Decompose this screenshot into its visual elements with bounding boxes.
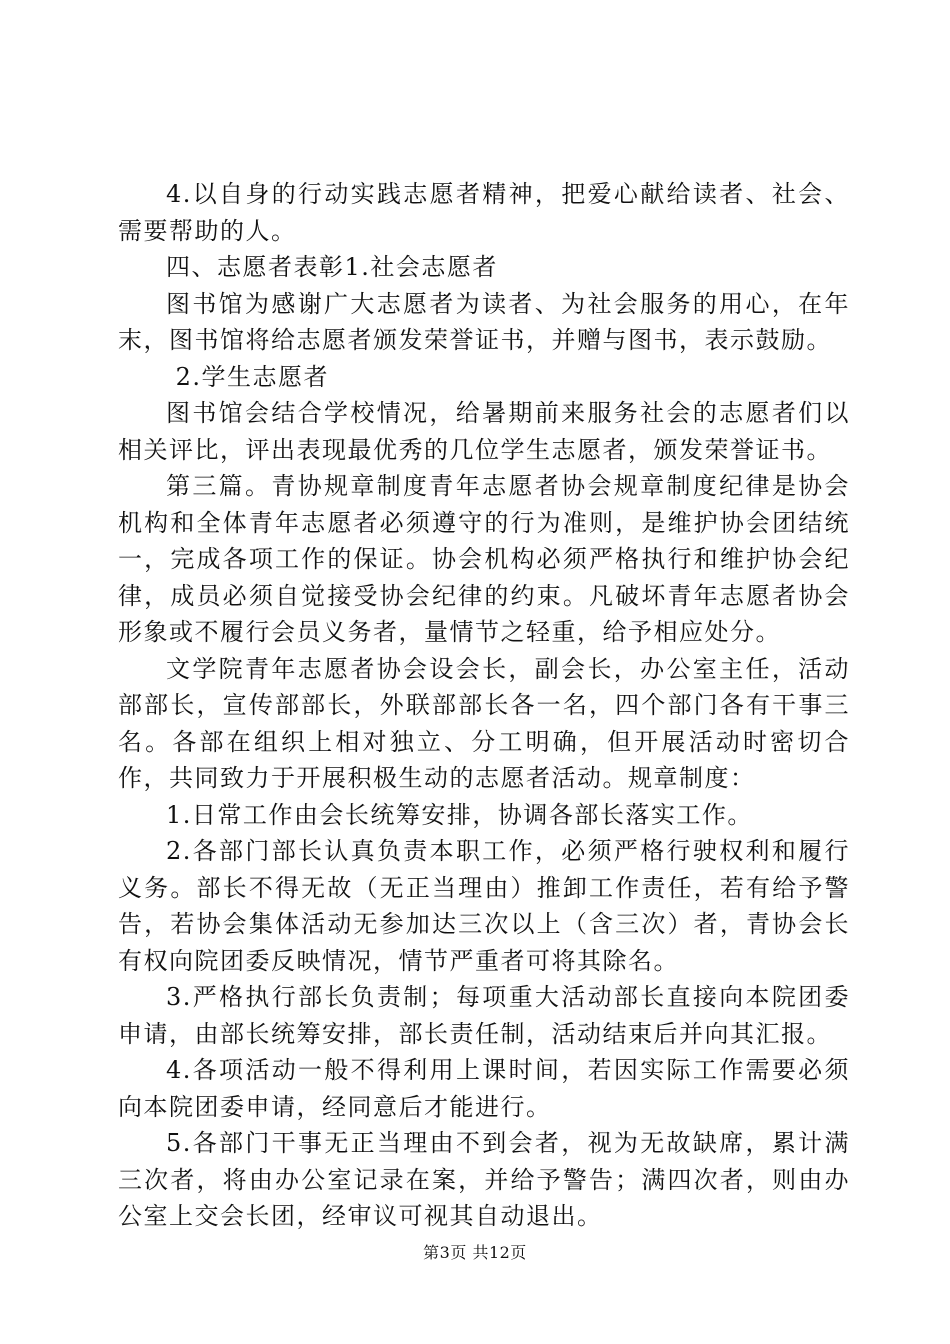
- rule-item-3: 3.严格执行部长负责制；每项重大活动部长直接向本院团委申请，由部长统筹安排，部长责任制，活动结束后并向其汇报。: [118, 983, 850, 1048]
- paragraph-chapter-three: 第三篇。青协规章制度青年志愿者协会规章制度纪律是协会机构和全体青年志愿者必须遵守的行为准则，是维护协会团结统一，完成各项工作的保证。协会机构必须严格执行和维护协会纪律，成员必须自觉接受协会纪律的约束。凡破坏青年志愿者协会形象或不履行会员义务者，量情节之轻重，给予相应处分。: [118, 472, 850, 646]
- rule-item-1: 1.日常工作由会长统筹安排，协调各部长落实工作。: [166, 800, 753, 829]
- paragraph-student-volunteers-heading: 2.学生志愿者: [175, 362, 329, 391]
- paragraph-association-structure: 文学院青年志愿者协会设会长，副会长，办公室主任，活动部部长，宣传部部长，外联部部长各一名，四个部门各有干事三名。各部在组织上相对独立、分工明确，但开展活动时密切合作，共同致力于开展积极生动的志愿者活动。规章制度：: [118, 654, 850, 792]
- rule-item-2: 2.各部门部长认真负责本职工作，必须严格行驶权利和履行义务。部长不得无故（无正当理由）推卸工作责任，若有给予警告，若协会集体活动无参加达三次以上（含三次）者，青协会长有权向院团委反映情况，情节严重者可将其除名。: [118, 837, 850, 975]
- paragraph-social-volunteers: 图书馆为感谢广大志愿者为读者、为社会服务的用心，在年末，图书馆将给志愿者颁发荣誉证书，并赠与图书，表示鼓励。: [118, 289, 850, 354]
- rule-item-5: 5.各部门干事无正当理由不到会者，视为无故缺席，累计满三次者，将由办公室记录在案，并给予警告；满四次者，则由办公室上交会长团，经审议可视其自动退出。: [118, 1129, 850, 1230]
- document-body: [118, 176, 850, 1235]
- page-number-footer: 第3页 共12页: [423, 1243, 527, 1262]
- paragraph-volunteer-spirit: 4.以自身的行动实践志愿者精神，把爱心献给读者、社会、需要帮助的人。: [118, 180, 850, 245]
- paragraph-student-volunteers: 图书馆会结合学校情况，给暑期前来服务社会的志愿者们以相关评比，评出表现最优秀的几位学生志愿者，颁发荣誉证书。: [118, 399, 850, 464]
- paragraph-section-heading-commendation: 四、志愿者表彰1.社会志愿者: [166, 253, 498, 281]
- rule-item-4: 4.各项活动一般不得利用上课时间，若因实际工作需要必须向本院团委申请，经同意后才能进行。: [118, 1056, 850, 1121]
